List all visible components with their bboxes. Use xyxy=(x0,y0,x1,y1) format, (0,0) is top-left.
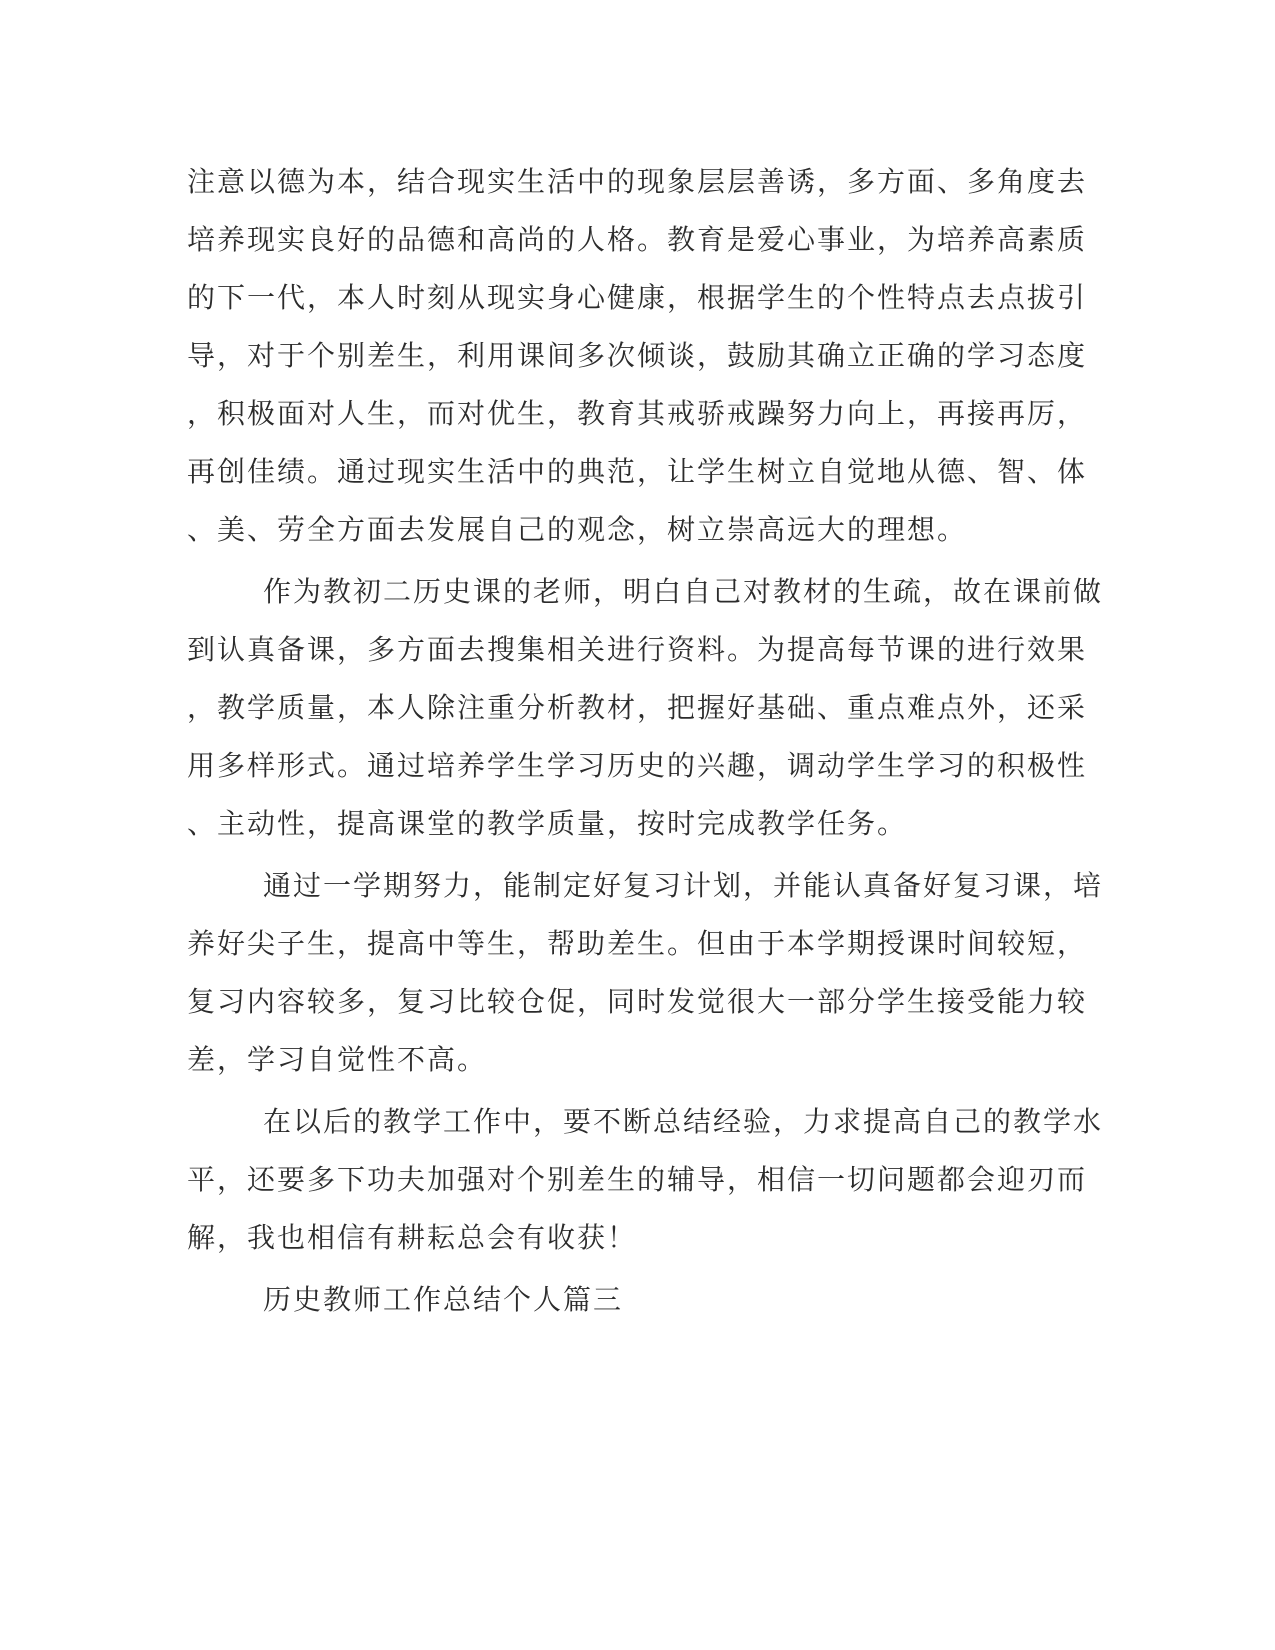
text-line: 导，对于个别差生，利用课间多次倾谈，鼓励其确立正确的学习态度 xyxy=(187,339,1088,372)
section-heading: 历史教师工作总结个人篇三 xyxy=(263,1283,624,1316)
text-line: 到认真备课，多方面去搜集相关进行资料。为提高每节课的进行效果 xyxy=(187,633,1088,666)
text-line: 的下一代，本人时刻从现实身心健康，根据学生的个性特点去点拔引 xyxy=(187,281,1088,314)
text-line: 、美、劳全方面去发展自己的观念，树立崇高远大的理想。 xyxy=(187,513,968,546)
text-line: ，教学质量，本人除注重分析教材，把握好基础、重点难点外，还采 xyxy=(187,691,1088,724)
text-line: 注意以德为本，结合现实生活中的现象层层善诱，多方面、多角度去 xyxy=(187,165,1088,198)
text-line: 再创佳绩。通过现实生活中的典范，让学生树立自觉地从德、智、体 xyxy=(187,455,1088,488)
text-line: ，积极面对人生，而对优生，教育其戒骄戒躁努力向上，再接再厉， xyxy=(187,397,1088,430)
text-line: 差，学习自觉性不高。 xyxy=(187,1043,488,1076)
paragraph-start-line: 通过一学期努力，能制定好复习计划，并能认真备好复习课，培 xyxy=(263,869,1104,902)
text-line: 养好尖子生，提高中等生，帮助差生。但由于本学期授课时间较短， xyxy=(187,927,1088,960)
paragraph-start-line: 作为教初二历史课的老师，明白自己对教材的生疏，故在课前做 xyxy=(263,575,1104,608)
text-line: 、主动性，提高课堂的教学质量，按时完成教学任务。 xyxy=(187,807,908,840)
text-line: 平，还要多下功夫加强对个别差生的辅导，相信一切问题都会迎刃而 xyxy=(187,1163,1088,1196)
text-line: 培养现实良好的品德和高尚的人格。教育是爱心事业，为培养高素质 xyxy=(187,223,1088,256)
text-line: 复习内容较多，复习比较仓促，同时发觉很大一部分学生接受能力较 xyxy=(187,985,1088,1018)
paragraph-start-line: 在以后的教学工作中，要不断总结经验，力求提高自己的教学水 xyxy=(263,1105,1104,1138)
text-line: 用多样形式。通过培养学生学习历史的兴趣，调动学生学习的积极性 xyxy=(187,749,1088,782)
text-line: 解，我也相信有耕耘总会有收获！ xyxy=(187,1221,638,1254)
